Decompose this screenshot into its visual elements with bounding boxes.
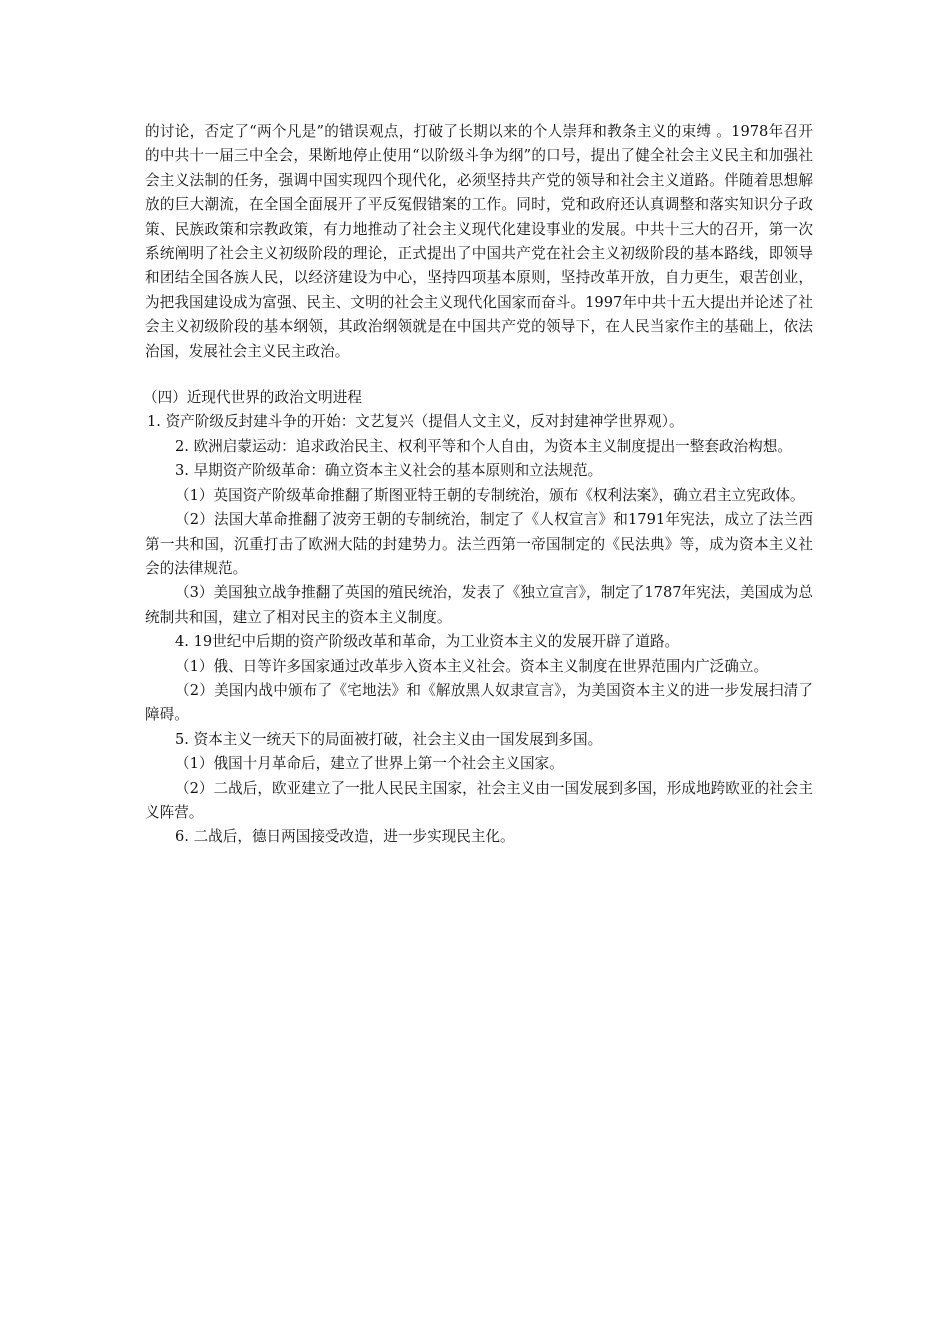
list-item: 6. 二战后，德日两国接受改造，进一步实现民主化。 [175, 828, 515, 846]
list-item: 2. 欧洲启蒙运动：追求政治民主、权利平等和个人自由，为资本主义制度提出一整套政治构想。 [175, 437, 792, 455]
list-subitem: （3）美国独立战争推翻了英国的殖民统治，发表了《独立宣言》，制定了1787年宪法，美国成为总统制共和国，建立了相对民主的资本主义制度。 [145, 584, 813, 626]
list-item: 5. 资本主义一统天下的局面被打破，社会主义由一国发展到多国。 [175, 730, 603, 748]
list-item: 4. 19世纪中后期的资产阶级改革和革命，为工业资本主义的发展开辟了道路。 [175, 633, 680, 651]
section-heading: （四）近现代世界的政治文明进程 [143, 389, 362, 407]
list-item: 3. 早期资产阶级革命：确立资本主义社会的基本原则和立法规范。 [175, 462, 603, 480]
list-subitem: （2）二战后，欧亚建立了一批人民民主国家，社会主义由一国发展到多国，形成地跨欧亚的社会主义阵营。 [145, 779, 813, 821]
list-subitem: （1）英国资产阶级革命推翻了斯图亚特王朝的专制统治，颁布《权利法案》，确立君主立宪政体。 [175, 486, 805, 504]
opening-paragraph: 的讨论，否定了“两个凡是”的错误观点，打破了长期以来的个人崇拜和教条主义的束缚 。1978年召开的中共十一届三中全会，果断地停止使用“以阶级斗争为纲”的口号，提出了健全社会主义民主和加强社会主义法制的任务，强调中国实现四个现代化，必须坚持共产党的领导和社会主义道路。伴随着思想解放的巨大潮流，在全国全面展开了平反冤假错案的工作。同时，党和政府还认真调整和落实知识分子政策、民族政策和宗教政策，有力地推动了社会主义现代化建设事业的发展。中共十三大的召开，第一次系统阐明了社会主义初级阶段的理论，正式提出了中国共产党在社会主义初级阶段的基本路线，即领导和团结全国各族人民，以经济建设为中心，坚持四项基本原则，坚持改革开放，自力更生，艰苦创业，为把我国建设成为富强、民主、文明的社会主义现代化国家而奋斗。1997年中共十五大提出并论述了社会主义初级阶段的基本纲领，其政治纲领就是在中国共产党的领导下，在人民当家作主的基础上，依法治国，发展社会主义民主政治。 [145, 123, 813, 360]
document-body [145, 120, 813, 850]
list-subitem: （1）俄、日等许多国家通过改革步入资本主义社会。资本主义制度在世界范围内广泛确立。 [175, 657, 769, 675]
list-subitem: （2）法国大革命推翻了波旁王朝的专制统治，制定了《人权宣言》和1791年宪法，成立了法兰西第一共和国，沉重打击了欧洲大陆的封建势力。法兰西第一帝国制定的《民法典》等，成为资本主义社会的法律规范。 [145, 511, 813, 577]
list-subitem: （2）美国内战中颁布了《宅地法》和《解放黑人奴隶宣言》，为美国资本主义的进一步发展扫清了障碍。 [145, 681, 813, 724]
list-subitem: （1）俄国十月革命后，建立了世界上第一个社会主义国家。 [175, 755, 564, 773]
list-item: 1. 资产阶级反封建斗争的开始：文艺复兴（提倡人文主义，反对封建神学世界观）。 [147, 413, 684, 431]
